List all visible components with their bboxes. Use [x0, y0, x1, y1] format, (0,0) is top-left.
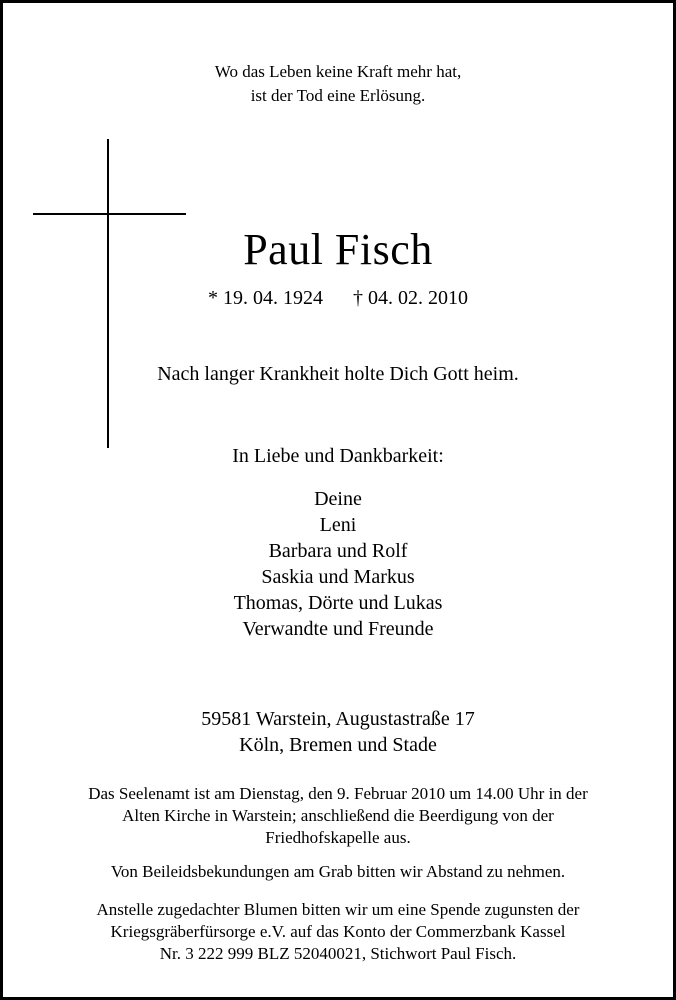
- family-member: Thomas, Dörte und Lukas: [233, 592, 443, 614]
- condolence-note: Von Beileidsbekundungen am Grab bitten wir Abstand zu nehmen.: [110, 862, 566, 881]
- service-line: Friedhofskapelle aus.: [265, 828, 411, 847]
- motto: [0, 60, 676, 108]
- memorial-message: Nach langer Krankheit holte Dich Gott heim.: [157, 363, 519, 385]
- birth-date: * 19. 04. 1924: [208, 287, 323, 309]
- service-notice: [0, 783, 676, 849]
- service-line: Alten Kirche in Warstein; anschließend die Beerdigung von der: [122, 806, 554, 825]
- family-member: Leni: [319, 514, 357, 536]
- family-list: [0, 486, 676, 642]
- address-line: 59581 Warstein, Augustastraße 17: [201, 708, 475, 730]
- address-line: Köln, Bremen und Stade: [239, 734, 437, 756]
- donation-line: Nr. 3 222 999 BLZ 52040021, Stichwort Paul Fisch.: [159, 944, 517, 963]
- life-dates: [0, 285, 676, 311]
- donation-line: Anstelle zugedachter Blumen bitten wir um eine Spende zugunsten der: [96, 900, 580, 919]
- family-member: Saskia und Markus: [261, 566, 415, 588]
- deceased-name: Paul Fisch: [243, 225, 433, 274]
- family-member: Deine: [314, 488, 362, 510]
- address: [0, 706, 676, 758]
- motto-line: ist der Tod eine Erlösung.: [250, 86, 426, 105]
- cross-horizontal-bar: [33, 213, 186, 215]
- death-date: † 04. 02. 2010: [353, 287, 468, 309]
- motto-line: Wo das Leben keine Kraft mehr hat,: [214, 62, 462, 81]
- family-member: Barbara und Rolf: [268, 540, 408, 562]
- thanks-heading: In Liebe und Dankbarkeit:: [232, 445, 444, 467]
- family-member: Verwandte und Freunde: [242, 618, 434, 640]
- donation-notice: [0, 899, 676, 965]
- donation-line: Kriegsgräberfürsorge e.V. auf das Konto der Commerzbank Kassel: [110, 922, 566, 941]
- service-line: Das Seelenamt ist am Dienstag, den 9. Februar 2010 um 14.00 Uhr in der: [88, 784, 588, 803]
